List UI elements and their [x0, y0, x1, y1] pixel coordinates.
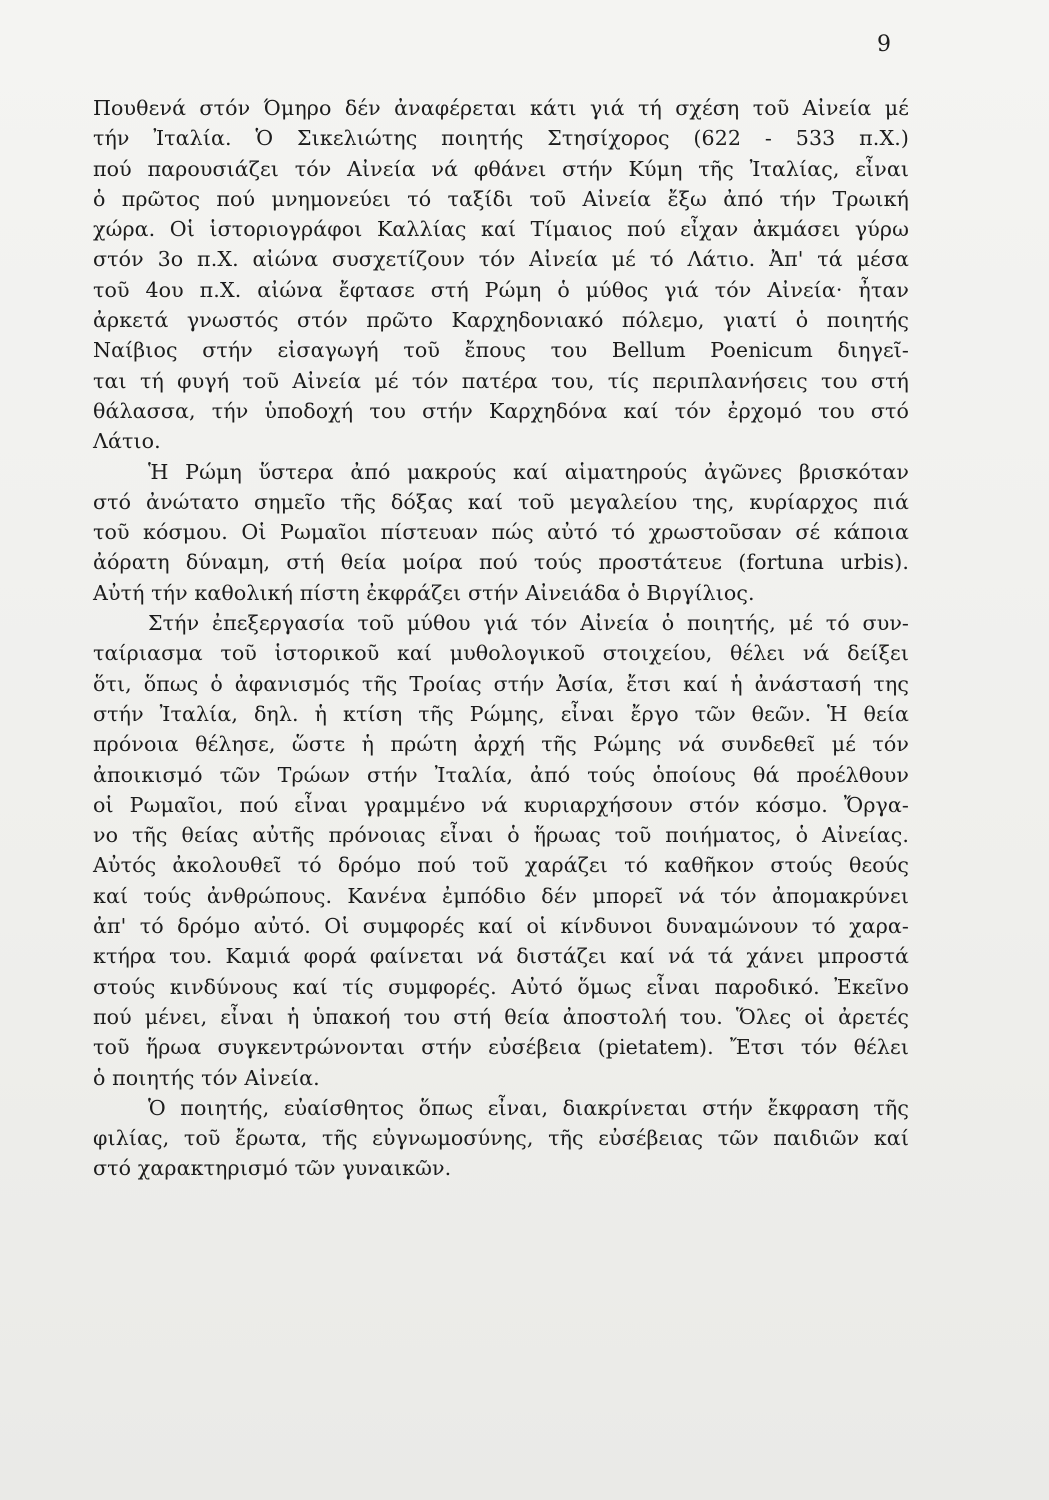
text-line: τήν Ἰταλία. Ὁ Σικελιώτης ποιητής Στησίχορος (622 - 533 π.Χ.): [93, 126, 909, 151]
text-line: θάλασσα, τήν ὑποδοχή του στήν Καρχηδόνα καί τόν ἐρχομό του στό: [93, 398, 909, 423]
text-line: στούς κινδύνους καί τίς συμφορές. Αὐτό ὅμως εἶναι παροδικό. Ἐκεῖνο: [93, 974, 909, 999]
text-line: στόν 3ο π.Χ. αἰώνα συσχετίζουν τόν Αἰνεία μέ τό Λάτιο. Ἀπ' τά μέσα: [93, 247, 909, 272]
text-line: Ὁ ποιητής, εὐαίσθητος ὅπως εἶναι, διακρίνεται στήν ἔκφραση τῆς: [148, 1095, 909, 1120]
text-line: Λάτιο.: [93, 429, 161, 454]
text-line: στήν Ἰταλία, δηλ. ἡ κτίση τῆς Ρώμης, εἶναι ἔργο τῶν θεῶν. Ἡ θεία: [93, 701, 909, 726]
text-line: ἀόρατη δύναμη, στή θεία μοίρα πού τούς προστάτευε (fortuna urbis).: [93, 550, 909, 575]
text-line: τοῦ κόσμου. Οἱ Ρωμαῖοι πίστευαν πώς αὐτό τό χρωστοῦσαν σέ κάποια: [93, 520, 909, 545]
text-line: οἱ Ρωμαῖοι, πού εἶναι γραμμένο νά κυριαρχήσουν στόν κόσμο. Ὄργα-: [93, 792, 909, 817]
text-line: πού μένει, εἶναι ἡ ὑπακοή του στή θεία ἀποστολή του. Ὅλες οἱ ἀρετές: [93, 1004, 909, 1029]
text-line: τοῦ ἥρωα συγκεντρώνονται στήν εὐσέβεια (pietatem). Ἔτσι τόν θέλει: [93, 1035, 909, 1060]
text-line: ταίριασμα τοῦ ἱστορικοῦ καί μυθολογικοῦ στοιχείου, θέλει νά δείξει: [93, 641, 909, 666]
text-line: ὁ πρῶτος πού μνημονεύει τό ταξίδι τοῦ Αἰνεία ἔξω ἀπό τήν Τρωική: [93, 186, 909, 211]
text-line: νο τῆς θείας αὐτῆς πρόνοιας εἶναι ὁ ἥρωας τοῦ ποιήματος, ὁ Αἰνείας.: [93, 823, 909, 848]
text-line: Ἡ Ρώμη ὕστερα ἀπό μακρούς καί αἱματηρούς ἀγῶνες βρισκόταν: [148, 459, 909, 484]
text-line: πού παρουσιάζει τόν Αἰνεία νά φθάνει στήν Κύμη τῆς Ἰταλίας, εἶναι: [93, 156, 909, 181]
text-line: ἀποικισμό τῶν Τρώων στήν Ἰταλία, ἀπό τούς ὁποίους θά προέλθουν: [93, 762, 909, 787]
text-line: φιλίας, τοῦ ἔρωτα, τῆς εὐγνωμοσύνης, τῆς εὐσέβειας τῶν παιδιῶν καί: [93, 1126, 909, 1151]
text-line: Αὐτός ἀκολουθεῖ τό δρόμο πού τοῦ χαράζει τό καθῆκον στούς θεούς: [93, 853, 909, 878]
text-line: Πουθενά στόν Όμηρο δέν ἀναφέρεται κάτι γιά τή σχέση τοῦ Αἰνεία μέ: [93, 96, 909, 120]
body-text: [93, 93, 909, 1184]
text-line: πρόνοια θέλησε, ὥστε ἡ πρώτη ἀρχή τῆς Ρώμης νά συνδεθεῖ μέ τόν: [93, 732, 909, 757]
text-line: ὁ ποιητής τόν Αἰνεία.: [93, 1065, 320, 1090]
text-line: τοῦ 4ου π.Χ. αἰώνα ἔφτασε στή Ρώμη ὁ μύθος γιά τόν Αἰνεία· ἦταν: [93, 277, 909, 302]
text-line: κτήρα του. Καμιά φορά φαίνεται νά διστάζει καί νά τά χάνει μπροστά: [93, 944, 909, 969]
text-line: καί τούς ἀνθρώπους. Κανένα ἐμπόδιο δέν μπορεῖ νά τόν ἀπομακρύνει: [93, 883, 909, 908]
text-line: στό χαρακτηρισμό τῶν γυναικῶν.: [93, 1156, 452, 1181]
text-line: ὅτι, ὅπως ὁ ἀφανισμός τῆς Τροίας στήν Ἀσία, ἔτσι καί ἡ ἀνάστασή της: [93, 671, 909, 696]
text-line: Ναίβιος στήν εἰσαγωγή τοῦ ἔπους του Bellum Poenicum διηγεῖ-: [93, 338, 909, 363]
text-line: Στήν ἐπεξεργασία τοῦ μύθου γιά τόν Αἰνεία ὁ ποιητής, μέ τό συν-: [148, 611, 909, 636]
text-line: Αὐτή τήν καθολική πίστη ἐκφράζει στήν Αἰνειάδα ὁ Βιργίλιος.: [93, 580, 755, 605]
text-line: στό ἀνώτατο σημεῖο τῆς δόξας καί τοῦ μεγαλείου της, κυρίαρχος πιά: [93, 489, 909, 514]
page-number: 9: [877, 32, 891, 57]
text-line: ἀρκετά γνωστός στόν πρῶτο Καρχηδονιακό πόλεμο, γιατί ὁ ποιητής: [93, 308, 909, 333]
text-line: χώρα. Οἱ ἱστοριογράφοι Καλλίας καί Τίμαιος πού εἶχαν ἀκμάσει γύρω: [93, 217, 909, 242]
text-line: ἀπ' τό δρόμο αὐτό. Οἱ συμφορές καί οἱ κίνδυνοι δυναμώνουν τό χαρα-: [93, 914, 909, 939]
text-line: ται τή φυγή τοῦ Αἰνεία μέ τόν πατέρα του, τίς περιπλανήσεις του στή: [93, 368, 909, 393]
